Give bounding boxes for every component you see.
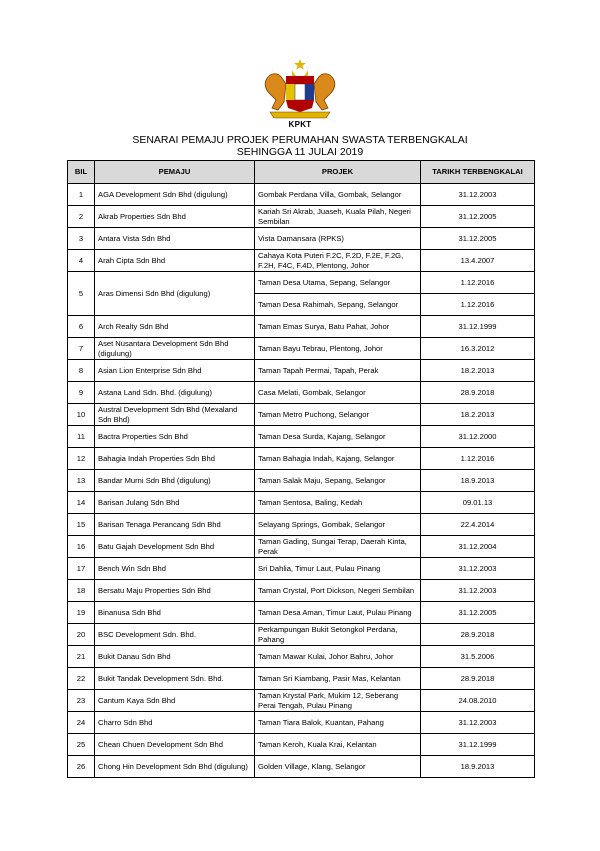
cell-pemaju: Antara Vista Sdn Bhd [95,228,255,250]
cell-tarikh: 18.9.2013 [421,470,535,492]
table-row [68,536,535,558]
cell-tarikh: 13.4.2007 [421,250,535,272]
cell-tarikh: 1.12.2016 [421,448,535,470]
table-row [68,404,535,426]
cell-pemaju: AGA Development Sdn Bhd (digulung) [95,184,255,206]
cell-tarikh: 16.3.2012 [421,338,535,360]
cell-tarikh: 31.12.2000 [421,426,535,448]
cell-pemaju: Charro Sdn Bhd [95,712,255,734]
table-row [68,690,535,712]
table-row [68,448,535,470]
cell-bil: 4 [68,250,95,272]
cell-bil: 21 [68,646,95,668]
cell-tarikh: 31.12.2004 [421,536,535,558]
header-tarikh: TARIKH TERBENGKALAI [421,161,535,184]
cell-bil: 8 [68,360,95,382]
table-row [68,360,535,382]
table-row [68,382,535,404]
cell-bil: 3 [68,228,95,250]
cell-projek: Golden Village, Klang, Selangor [255,756,421,778]
table-row [68,646,535,668]
cell-pemaju: Batu Gajah Development Sdn Bhd [95,536,255,558]
cell-pemaju: BSC Development Sdn. Bhd. [95,624,255,646]
cell-projek: Taman Tiara Balok, Kuantan, Pahang [255,712,421,734]
cell-pemaju: Asian Lion Enterprise Sdn Bhd [95,360,255,382]
cell-pemaju: Bukit Danau Sdn Bhd [95,646,255,668]
cell-projek: Taman Mawar Kulai, Johor Bahru, Johor [255,646,421,668]
cell-bil: 17 [68,558,95,580]
table-row [68,734,535,756]
cell-projek: Vista Damansara (RPKS) [255,228,421,250]
cell-pemaju: Bahagia Indah Properties Sdn Bhd [95,448,255,470]
table-row [68,602,535,624]
shield-left-panel [286,84,295,100]
cell-projek: Taman Metro Puchong, Selangor [255,404,421,426]
cell-bil: 2 [68,206,95,228]
table-header-row [68,161,535,184]
table-row [68,712,535,734]
star-shape [294,59,306,70]
cell-pemaju: Arch Realty Sdn Bhd [95,316,255,338]
developer-table [67,160,535,778]
cell-projek: Perkampungan Bukit Setongkol Perdana, Pahang [255,624,421,646]
table-row [68,580,535,602]
shield-mid-panel [295,84,305,100]
cell-bil: 20 [68,624,95,646]
cell-bil: 19 [68,602,95,624]
cell-pemaju: Bactra Properties Sdn Bhd [95,426,255,448]
document-title: SENARAI PEMAJU PROJEK PERUMAHAN SWASTA TERBENGKALAI [132,134,468,146]
motto-ribbon [270,112,330,118]
left-tiger-shape [265,74,286,110]
cell-projek: Taman Tapah Permai, Tapah, Perak [255,360,421,382]
cell-projek: Taman Desa Utama, Sepang, Selangor [255,272,421,294]
cell-bil: 13 [68,470,95,492]
document-subtitle: SEHINGGA 11 JULAI 2019 [236,146,364,158]
table-row [68,470,535,492]
cell-pemaju: Bandar Murni Sdn Bhd (digulung) [95,470,255,492]
table-row [68,492,535,514]
cell-projek: Taman Emas Surya, Batu Pahat, Johor [255,316,421,338]
cell-tarikh: 18.2.2013 [421,360,535,382]
cell-projek: Taman Desa Surda, Kajang, Selangor [255,426,421,448]
table-row [68,338,535,360]
cell-projek: Sri Dahlia, Timur Laut, Pulau Pinang [255,558,421,580]
cell-pemaju: Cantum Kaya Sdn Bhd [95,690,255,712]
table-row [68,426,535,448]
table-row [68,668,535,690]
cell-tarikh: 31.5.2006 [421,646,535,668]
table-row [68,624,535,646]
cell-tarikh: 18.2.2013 [421,404,535,426]
cell-pemaju: Aset Nusantara Development Sdn Bhd (digulung) [95,338,255,360]
cell-pemaju: Aras Dimensi Sdn Bhd (digulung) [95,272,255,316]
cell-pemaju: Astana Land Sdn. Bhd. (digulung) [95,382,255,404]
cell-tarikh: 31.12.2003 [421,580,535,602]
cell-bil: 18 [68,580,95,602]
cell-tarikh: 1.12.2016 [421,272,535,294]
header-projek: PROJEK [255,161,421,184]
shield-right-panel [305,84,314,100]
cell-projek: Cahaya Kota Puteri F.2C, F.2D, F.2E, F.2G, F.2H, F4C, F.4D, Plentong, Johor [255,250,421,272]
cell-bil: 5 [68,272,95,316]
cell-pemaju: Binanusa Sdn Bhd [95,602,255,624]
cell-projek: Casa Melati, Gombak, Selangor [255,382,421,404]
cell-pemaju: Arah Cipta Sdn Bhd [95,250,255,272]
logo-label: KPKT [288,120,312,129]
cell-tarikh: 31.12.1999 [421,734,535,756]
cell-bil: 9 [68,382,95,404]
cell-tarikh: 24.08.2010 [421,690,535,712]
shield-top-band [286,76,314,84]
cell-projek: Taman Gading, Sungai Terap, Daerah Kinta, Perak [255,536,421,558]
table-row [68,558,535,580]
cell-bil: 6 [68,316,95,338]
cell-projek: Taman Bayu Tebrau, Plentong, Johor [255,338,421,360]
header-bil: BIL [68,161,95,184]
cell-projek: Taman Krystal Park, Mukim 12, Seberang Perai Tengah, Pulau Pinang [255,690,421,712]
cell-pemaju: Bench Win Sdn Bhd [95,558,255,580]
table-row [68,250,535,272]
cell-bil: 16 [68,536,95,558]
cell-projek: Taman Crystal, Port Dickson, Negeri Sembilan [255,580,421,602]
cell-tarikh: 31.12.2003 [421,558,535,580]
cell-bil: 7 [68,338,95,360]
cell-bil: 22 [68,668,95,690]
cell-bil: 25 [68,734,95,756]
cell-pemaju: Austral Development Sdn Bhd (Mexaland Sdn Bhd) [95,404,255,426]
cell-bil: 26 [68,756,95,778]
cell-projek: Gombak Perdana Villa, Gombak, Selangor [255,184,421,206]
cell-tarikh: 31.12.2005 [421,206,535,228]
cell-tarikh: 1.12.2016 [421,294,535,316]
cell-projek: Taman Salak Maju, Sepang, Selangor [255,470,421,492]
cell-bil: 11 [68,426,95,448]
cell-pemaju: Barisan Julang Sdn Bhd [95,492,255,514]
cell-tarikh: 31.12.1999 [421,316,535,338]
cell-tarikh: 28.9.2018 [421,382,535,404]
cell-pemaju: Chong Hin Development Sdn Bhd (digulung) [95,756,255,778]
cell-bil: 23 [68,690,95,712]
right-tiger-shape [314,74,335,110]
cell-tarikh: 31.12.2003 [421,184,535,206]
kpkt-crest-logo [262,58,338,120]
cell-tarikh: 31.12.2005 [421,602,535,624]
cell-pemaju: Barisan Tenaga Perancang Sdn Bhd [95,514,255,536]
table-row [68,272,535,294]
cell-tarikh: 18.9.2013 [421,756,535,778]
cell-pemaju: Akrab Properties Sdn Bhd [95,206,255,228]
cell-tarikh: 31.12.2003 [421,712,535,734]
table-row [68,756,535,778]
cell-projek: Taman Desa Rahimah, Sepang, Selangor [255,294,421,316]
table-row [68,184,535,206]
cell-projek: Taman Desa Aman, Timur Laut, Pulau Pinang [255,602,421,624]
cell-tarikh: 22.4.2014 [421,514,535,536]
cell-tarikh: 31.12.2005 [421,228,535,250]
cell-projek: Selayang Springs, Gombak, Selangor [255,514,421,536]
cell-projek: Taman Keroh, Kuala Krai, Kelantan [255,734,421,756]
cell-bil: 12 [68,448,95,470]
table-row [68,514,535,536]
cell-bil: 1 [68,184,95,206]
cell-projek: Taman Bahagia Indah, Kajang, Selangor [255,448,421,470]
table-body [68,184,535,778]
cell-pemaju: Bersatu Maju Properties Sdn Bhd [95,580,255,602]
cell-pemaju: Bukit Tandak Development Sdn. Bhd. [95,668,255,690]
cell-tarikh: 28.9.2018 [421,624,535,646]
table-row [68,228,535,250]
shield-base [286,100,314,112]
cell-bil: 14 [68,492,95,514]
cell-bil: 15 [68,514,95,536]
table-row [68,206,535,228]
cell-pemaju: Chean Chuen Development Sdn Bhd [95,734,255,756]
cell-projek: Taman Sri Kiambang, Pasir Mas, Kelantan [255,668,421,690]
cell-projek: Taman Sentosa, Baling, Kedah [255,492,421,514]
cell-projek: Kariah Sri Akrab, Juaseh, Kuala Pilah, Negeri Sembilan [255,206,421,228]
cell-bil: 10 [68,404,95,426]
cell-bil: 24 [68,712,95,734]
header-pemaju: PEMAJU [95,161,255,184]
table-row [68,316,535,338]
cell-tarikh: 28.9.2018 [421,668,535,690]
cell-tarikh: 09.01.13 [421,492,535,514]
